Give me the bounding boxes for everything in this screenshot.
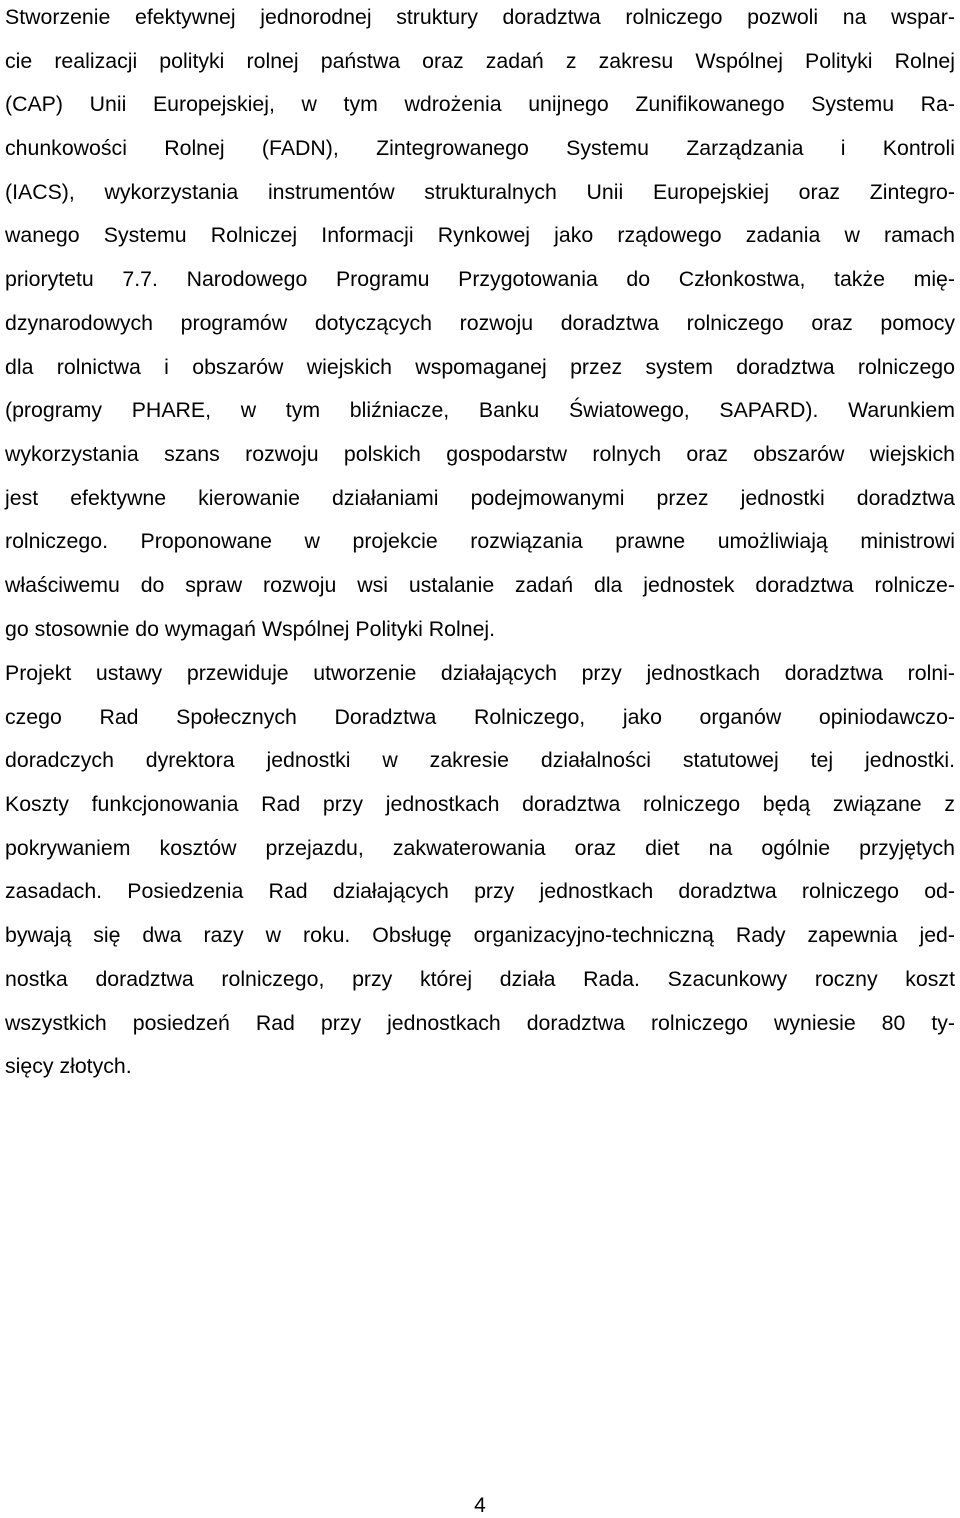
text-line: wanego Systemu Rolniczej Informacji Rynkowej jako rządowego zadania w ramach [5,223,955,248]
text-line: rolniczego. Proponowane w projekcie rozwiązania prawne umożliwiają ministrowi [5,529,955,554]
text-line: Koszty funkcjonowania Rad przy jednostkach doradztwa rolniczego będą związane z [5,792,955,817]
text-line: właściwemu do spraw rozwoju wsi ustalanie zadań dla jednostek doradztwa rolnicze- [5,572,955,597]
text-line: jest efektywne kierowanie działaniami podejmowanymi przez jednostki doradztwa [5,485,955,510]
text-line: doradczych dyrektora jednostki w zakresie działalności statutowej tej jednostki. [5,748,955,773]
paragraph-2 [5,652,955,1089]
text-line: dzynarodowych programów dotyczących rozwoju doradztwa rolniczego oraz pomocy [5,310,955,335]
text-line: czego Rad Społecznych Doradztwa Rolniczego, jako organów opiniodawczo- [5,704,955,729]
text-line: wszystkich posiedzeń Rad przy jednostkach doradztwa rolniczego wyniesie 80 ty- [5,1010,955,1035]
text-line: (CAP) Unii Europejskiej, w tym wdrożenia unijnego Zunifikowanego Systemu Ra- [5,92,955,117]
text-line: (programy PHARE, w tym bliźniacze, Banku Światowego, SAPARD). Warunkiem [5,398,955,423]
text-line: go stosownie do wymagań Wspólnej Polityki Rolnej. [5,616,496,641]
text-line: pokrywaniem kosztów przejazdu, zakwaterowania oraz diet na ogólnie przyjętych [5,835,955,860]
text-line: wykorzystania szans rozwoju polskich gospodarstw rolnych oraz obszarów wiejskich [5,441,955,466]
paragraph-1 [5,0,955,651]
page-number: 4 [474,1494,486,1517]
text-line: priorytetu 7.7. Narodowego Programu Przygotowania do Członkostwa, także mię- [5,267,955,292]
text-line: chunkowości Rolnej (FADN), Zintegrowanego Systemu Zarządzania i Kontroli [5,136,955,161]
text-line: Projekt ustawy przewiduje utworzenie działających przy jednostkach doradztwa rolni- [5,661,955,685]
text-line: (IACS), wykorzystania instrumentów strukturalnych Unii Europejskiej oraz Zintegro- [5,179,955,204]
text-line: cie realizacji polityki rolnej państwa oraz zadań z zakresu Wspólnej Polityki Rolnej [5,48,955,73]
text-line: nostka doradztwa rolniczego, przy której działa Rada. Szacunkowy roczny koszt [5,966,955,991]
text-line: Stworzenie efektywnej jednorodnej struktury doradztwa rolniczego pozwoli na wspar- [5,5,955,29]
text-line: zasadach. Posiedzenia Rad działających przy jednostkach doradztwa rolniczego od- [5,879,955,904]
text-line: bywają się dwa razy w roku. Obsługę organizacyjno-techniczną Rady zapewnia jed- [5,923,955,948]
text-line: sięcy złotych. [5,1054,132,1079]
text-line: dla rolnictwa i obszarów wiejskich wspomaganej przez system doradztwa rolniczego [5,354,955,379]
